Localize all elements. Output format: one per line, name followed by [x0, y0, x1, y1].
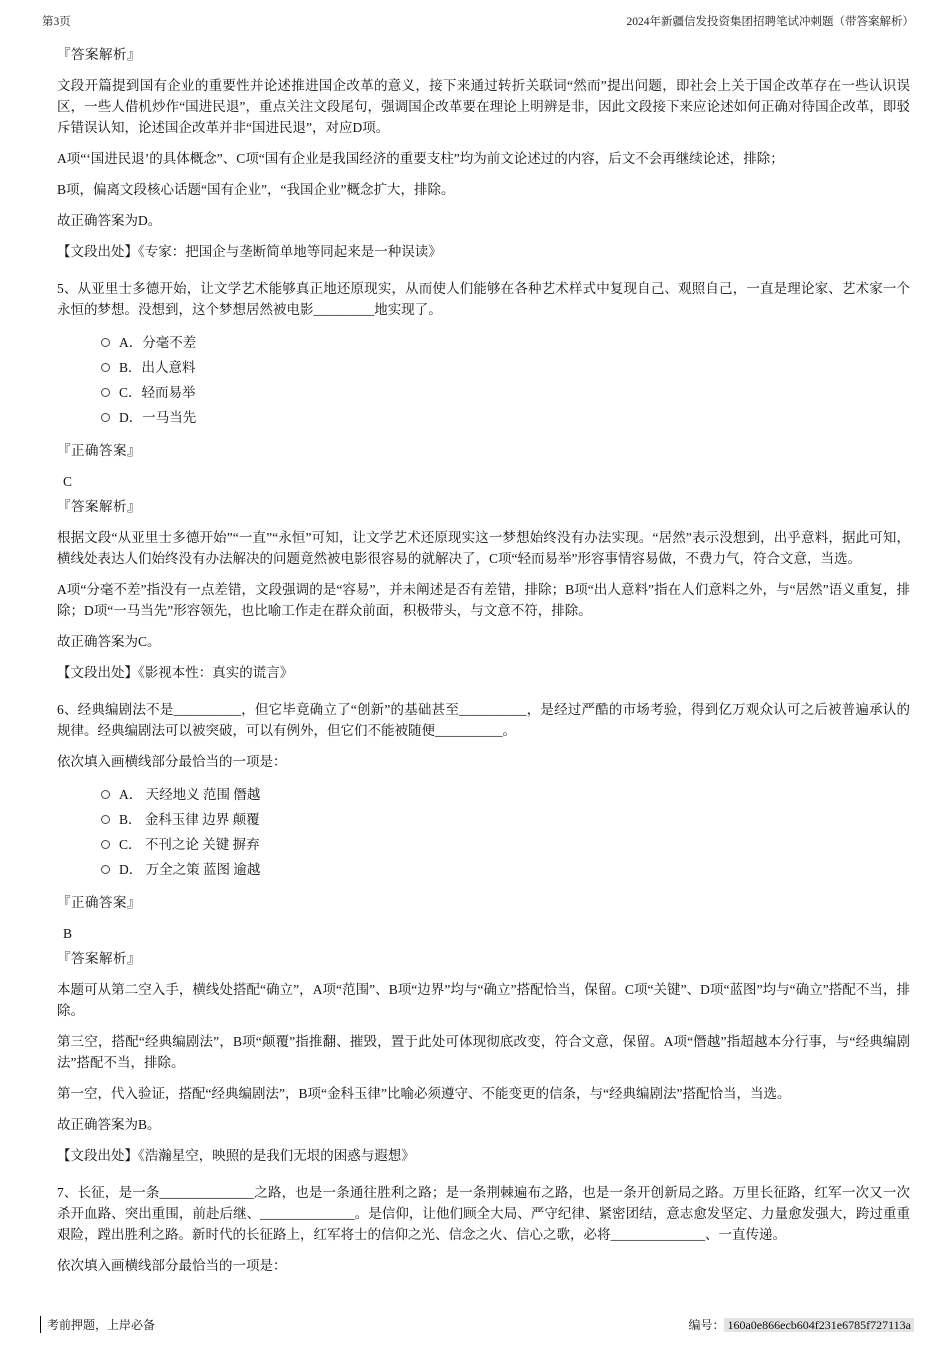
prompt-line: 依次填入画横线部分最恰当的一项是： — [57, 1258, 287, 1273]
analysis-paragraph: A项“‘国进民退’的具体概念”、C项“国有企业是我国经济的重要支柱”均为前文论述过的内容，后文不会再继续论述，排除； — [57, 151, 784, 166]
radio-icon[interactable] — [101, 413, 110, 422]
verdict-line: 故正确答案为C。 — [57, 634, 161, 649]
option-label: A． 天经地义 范围 僭越 — [119, 787, 261, 802]
question-stem: 5、从亚里士多德开始，让文学艺术能够真正地还原现实，从而使人们能够在各种艺术样式中复现自己、观照自己，一直是理论家、艺术家一个永恒的梦想。没想到，这个梦想居然被电影_________地实现了。 — [57, 281, 910, 317]
analysis-paragraph: 本题可从第二空入手，横线处搭配“确立”，A项“范围”、B项“边界”均与“确立”搭配恰当，保留。C项“关键”、D项“蓝图”均与“确立”搭配不当，排除。 — [57, 982, 910, 1018]
analysis-paragraph: 第三空，搭配“经典编剧法”，B项“颠覆”指推翻、摧毁，置于此处可体现彻底改变，符合文意，保留。A项“僭越”指超越本分行事，与“经典编剧法”搭配不当，排除。 — [57, 1034, 910, 1070]
document-content — [57, 44, 910, 1301]
option-label: D． 万全之策 蓝图 逾越 — [119, 862, 261, 877]
option-row[interactable] — [101, 380, 910, 405]
option-row[interactable] — [101, 355, 910, 380]
question-stem: 6、经典编剧法不是__________，但它毕竟确立了“创新”的基础甚至__________，是经过严酷的市场考验，得到亿万观众认可之后被普遍承认的规律。经典编剧法可以被突破，可以有例外，但它们不能被随便__________。 — [57, 702, 910, 738]
source-line: 【文段出处】《浩瀚星空，映照的是我们无垠的困惑与遐想》 — [57, 1148, 415, 1163]
prompt-line: 依次填入画横线部分最恰当的一项是： — [57, 754, 287, 769]
radio-icon[interactable] — [101, 338, 110, 347]
verdict-line: 故正确答案为D。 — [57, 213, 162, 228]
source-line: 【文段出处】《专家：把国企与垄断简单地等同起来是一种误读》 — [57, 244, 442, 259]
answer-letter: C — [63, 474, 73, 489]
option-label: C．轻而易举 — [119, 385, 196, 400]
analysis-paragraph: 根据文段“从亚里士多德开始”“一直”“永恒”可知，让文学艺术还原现实这一梦想始终没有办法实现。“居然”表示没想到，出乎意料，据此可知，横线处表达人们始终没有办法解决的问题竟然被电影很容易的就解决了，C项“轻而易举”形容事情容易做，不费力气，符合文意，当选。 — [57, 530, 910, 566]
page-footer — [40, 1316, 914, 1333]
page-number: 第3页 — [42, 16, 71, 28]
footer-slogan: 考前押题，上岸必备 — [40, 1316, 155, 1333]
analysis-paragraph: 第一空，代入验证，搭配“经典编剧法”，B项“金科玉律”比喻必须遵守、不能变更的信条，与“经典编剧法”搭配恰当，当选。 — [57, 1086, 791, 1101]
option-row[interactable] — [101, 330, 910, 355]
correct-answer-label: 『正确答案』 — [57, 895, 141, 910]
analysis-label: 『答案解析』 — [57, 499, 141, 514]
answer-letter: B — [63, 926, 73, 941]
option-row[interactable] — [101, 405, 910, 430]
analysis-paragraph: A项“分毫不差”指没有一点差错，文段强调的是“容易”，并未阐述是否有差错，排除；B项“出人意料”指在人们意料之外，与“居然”语义重复，排除；D项“一马当先”形容领先，也比喻工作走在群众前面，积极带头，与文意不符，排除。 — [57, 582, 910, 618]
serial-code: 160a0e866ecb604f231e6785f727113a — [724, 1318, 914, 1332]
radio-icon[interactable] — [101, 363, 110, 372]
option-row[interactable] — [101, 832, 910, 857]
analysis-label: 『答案解析』 — [57, 47, 141, 62]
source-line: 【文段出处】《影视本性：真实的谎言》 — [57, 665, 294, 680]
option-label: B．出人意料 — [119, 360, 196, 375]
document-title: 2024年新疆信发投资集团招聘笔试冲刺题（带答案解析） — [626, 16, 914, 28]
radio-icon[interactable] — [101, 388, 110, 397]
option-label: D．一马当先 — [119, 410, 197, 425]
option-label: A．分毫不差 — [119, 335, 197, 350]
page-header — [42, 13, 914, 29]
correct-answer-label: 『正确答案』 — [57, 443, 141, 458]
radio-icon[interactable] — [101, 865, 110, 874]
option-label: B． 金科玉律 边界 颠覆 — [119, 812, 260, 827]
question-stem: 7、长征，是一条______________之路，也是一条通往胜利之路；是一条荆棘遍布之路，也是一条开创新局之路。万里长征路，红军一次又一次杀开血路、突出重围，前赴后继、______________。是信仰，让他们顾全大局、严守纪律、紧密团结，意志愈发坚定、力量愈发强大，跨过重重艰险，蹚出胜利之路。新时代的长征路上，红军将士的信仰之光、信念之火、信心之歌，必将______________、一直传递。 — [57, 1185, 910, 1242]
option-label: C． 不刊之论 关键 摒弃 — [119, 837, 260, 852]
options-list — [101, 782, 910, 882]
options-list — [101, 330, 910, 430]
serial-number — [688, 1316, 914, 1333]
analysis-label: 『答案解析』 — [57, 951, 141, 966]
serial-label: 编号： — [688, 1318, 725, 1332]
option-row[interactable] — [101, 807, 910, 832]
radio-icon[interactable] — [101, 815, 110, 824]
option-row[interactable] — [101, 857, 910, 882]
verdict-line: 故正确答案为B。 — [57, 1117, 161, 1132]
analysis-paragraph: 文段开篇提到国有企业的重要性并论述推进国企改革的意义，接下来通过转折关联词“然而”提出问题，即社会上关于国企改革存在一些认识误区，一些人借机炒作“国进民退”，重点关注文段尾句，强调国企改革要在理论上明辨是非，因此文段接下来应论述如何正确对待国企改革，即驳斥错误认知，论述国企改革并非“国进民退”，对应D项。 — [57, 78, 910, 135]
option-row[interactable] — [101, 782, 910, 807]
radio-icon[interactable] — [101, 790, 110, 799]
radio-icon[interactable] — [101, 840, 110, 849]
analysis-paragraph: B项，偏离文段核心话题“国有企业”，“我国企业”概念扩大，排除。 — [57, 182, 455, 197]
